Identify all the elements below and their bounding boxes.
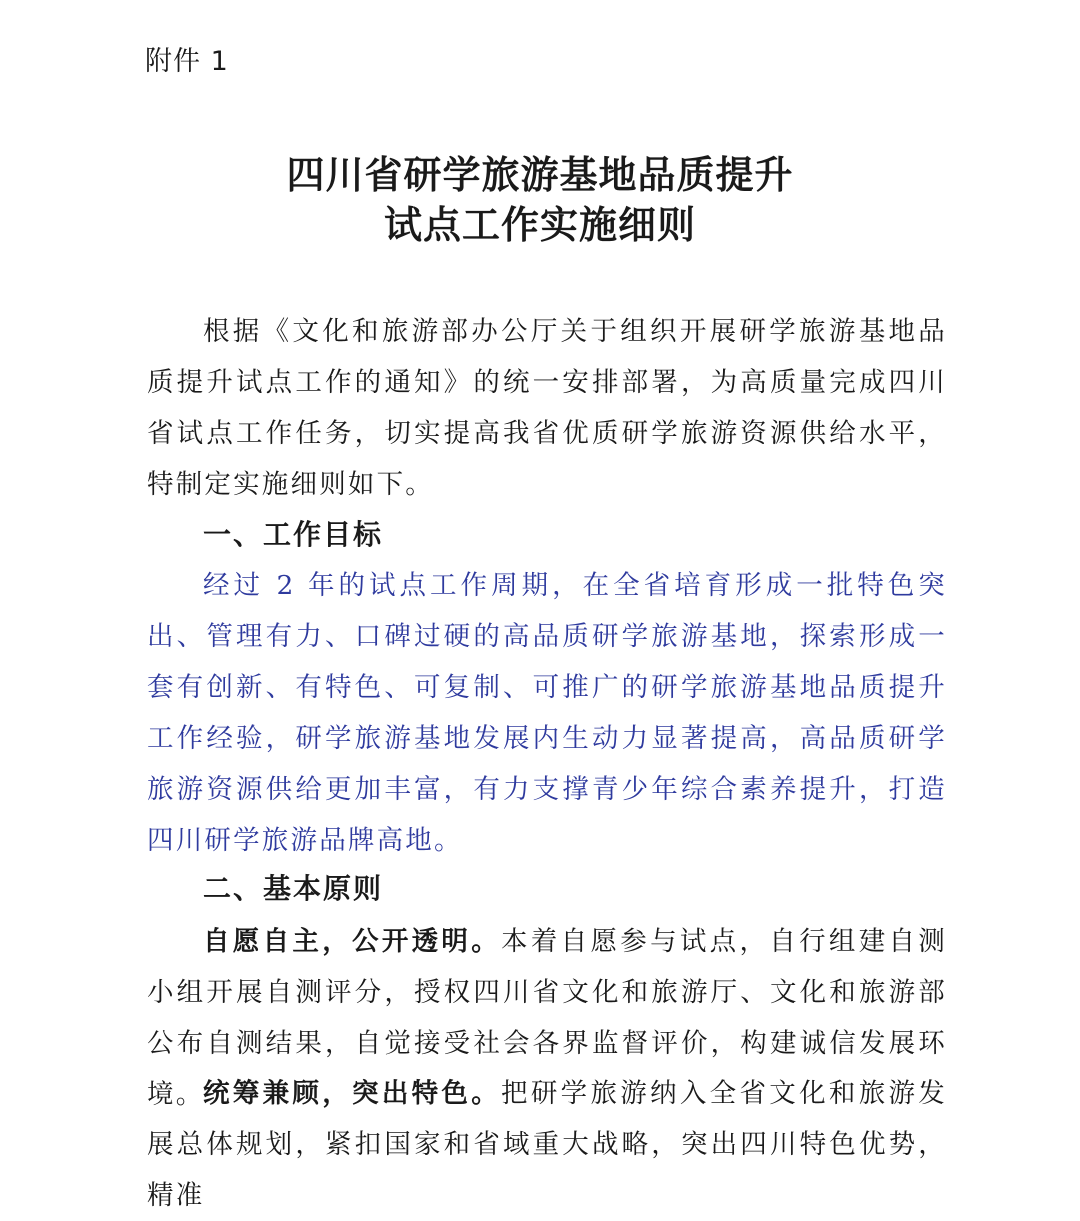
principle-2-lead: 统筹兼顾，突出特色。 (203, 1078, 502, 1109)
section-heading-goals: 一、工作目标 (203, 518, 384, 551)
section-heading-principles: 二、基本原则 (203, 872, 384, 905)
document-title-line-2: 试点工作实施细则 (383, 202, 696, 247)
principle-1-lead: 自愿自主，公开透明。 (203, 926, 502, 957)
attachment-label: 附件 1 (145, 46, 229, 77)
goals-paragraph: 经过 2 年的试点工作周期，在全省培育形成一批特色突出、管理有力、口碑过硬的高品质研学旅游基地，探索形成一套有创新、有特色、可复制、可推广的研学旅游基地品质提升工作经验，研学旅游基地发展内生动力显著提高，高品质研学旅游资源供给更加丰富，有力支撑青少年综合素养提升，打造四川研学旅游品牌高地。 (147, 570, 947, 856)
principle-paragraph-2 (147, 1068, 947, 1221)
document-title-line-1: 四川省研学旅游基地品质提升 (286, 152, 794, 197)
principle-1-text: 本着自愿参与试点，自行组建自测小组开展自测评分，授权四川省文化和旅游厅、文化和旅游部公布自测结果，自觉接受社会各界监督评价，构建诚信发展环境。 (147, 926, 948, 1110)
principle-2-text: 把研学旅游纳入全省文化和旅游发展总体规划，紧扣国家和省域重大战略，突出四川特色优势，精准 (147, 1078, 948, 1211)
intro-paragraph: 根据《文化和旅游部办公厅关于组织开展研学旅游基地品质提升试点工作的通知》的统一安排部署，为高质量完成四川省试点工作任务，切实提高我省优质研学旅游资源供给水平，特制定实施细则如下。 (147, 316, 947, 500)
